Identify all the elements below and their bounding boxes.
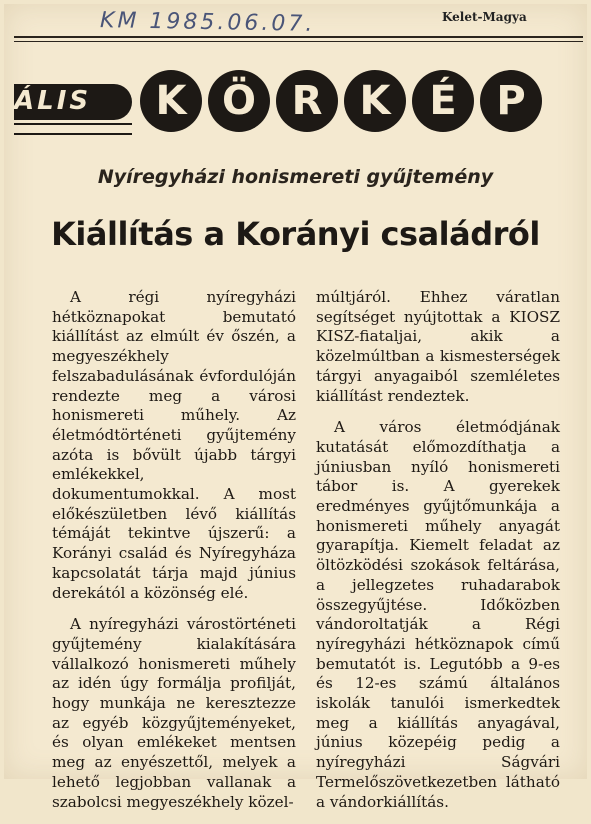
article-paragraph: A nyíregyházi várostörténeti gyűjtemény kialakítására vállalkozó honismereti műhely az idén úgy formálja profilját, hogy munkája ne keresztezze az egyéb közgyűjteményeket, és olyan emlékeket mentsen meg az enyészettől, melyek a lehető legjobban vallanak a szabolcsi megyeszékhely közel-	[52, 615, 296, 811]
banner-letter: K	[140, 70, 202, 132]
article-paragraph: A régi nyíregyházi hétköznapokat bemutató kiállítást az elmúlt év őszén, a megyeszékhely felszabadulásának évfordulóján rendezte meg a városi honismereti műhely. Az életmódtörténeti gyűjtemény azóta is bővült újabb tárgyi emlékekkel, dokumentumokkal. A most előkészületben lévő kiállítás témáját tekintve újszerű: a Korányi család és Nyíregyháza kapcsolatát tárja majd június derekától a közönség elé.	[52, 288, 296, 602]
header-rule	[14, 36, 583, 38]
banner-letter: R	[276, 70, 338, 132]
banner-stripes	[14, 123, 132, 135]
article-right-column	[316, 288, 560, 824]
banner-letter: É	[412, 70, 474, 132]
article-headline: Kiállítás a Korányi családról	[51, 215, 540, 253]
section-banner-korkep	[140, 70, 570, 136]
banner-left-label: ÁLIS	[14, 86, 92, 116]
header-rule-thin	[14, 41, 583, 42]
banner-letter: K	[344, 70, 406, 132]
newspaper-source: Kelet-Magya	[442, 10, 527, 24]
banner-letter: Ö	[208, 70, 270, 132]
handwritten-date-note: KM 1985.06.07.	[99, 8, 316, 37]
banner-letter: P	[480, 70, 542, 132]
article-subtitle: Nyíregyházi honismereti gyűjtemény	[97, 166, 494, 188]
article-paragraph: A város életmódjának kutatását előmozdíthatja a júniusban nyíló honismereti tábor is. A gyerekek eredményes gyűjtőmunkája a honismereti műhely anyagát gyarapítja. Kiemelt feladat az öltözködési szokások feltárása, a jellegzetes ruhadarabok összegyűjtése. Időközben vándoroltatják a Régi nyíregyházi hétköznapok című bemutatót is. Legutóbb a 9-es és 12-es számú általános iskolák tanulói ismerkedtek meg a kiállítás anyagával, június közepéig pedig a nyíregyházi Ságvári Termelőszövetkezetben látható a vándorkiállítás.	[316, 418, 560, 811]
article-paragraph: múltjáról. Ehhez váratlan segítséget nyújtottak a KIOSZ KISZ-fiataljai, akik a közelmúltban a kismesterségek tárgyi anyagaiból szemléletes kiállítást rendeztek.	[316, 288, 560, 405]
article-left-column	[52, 288, 296, 824]
